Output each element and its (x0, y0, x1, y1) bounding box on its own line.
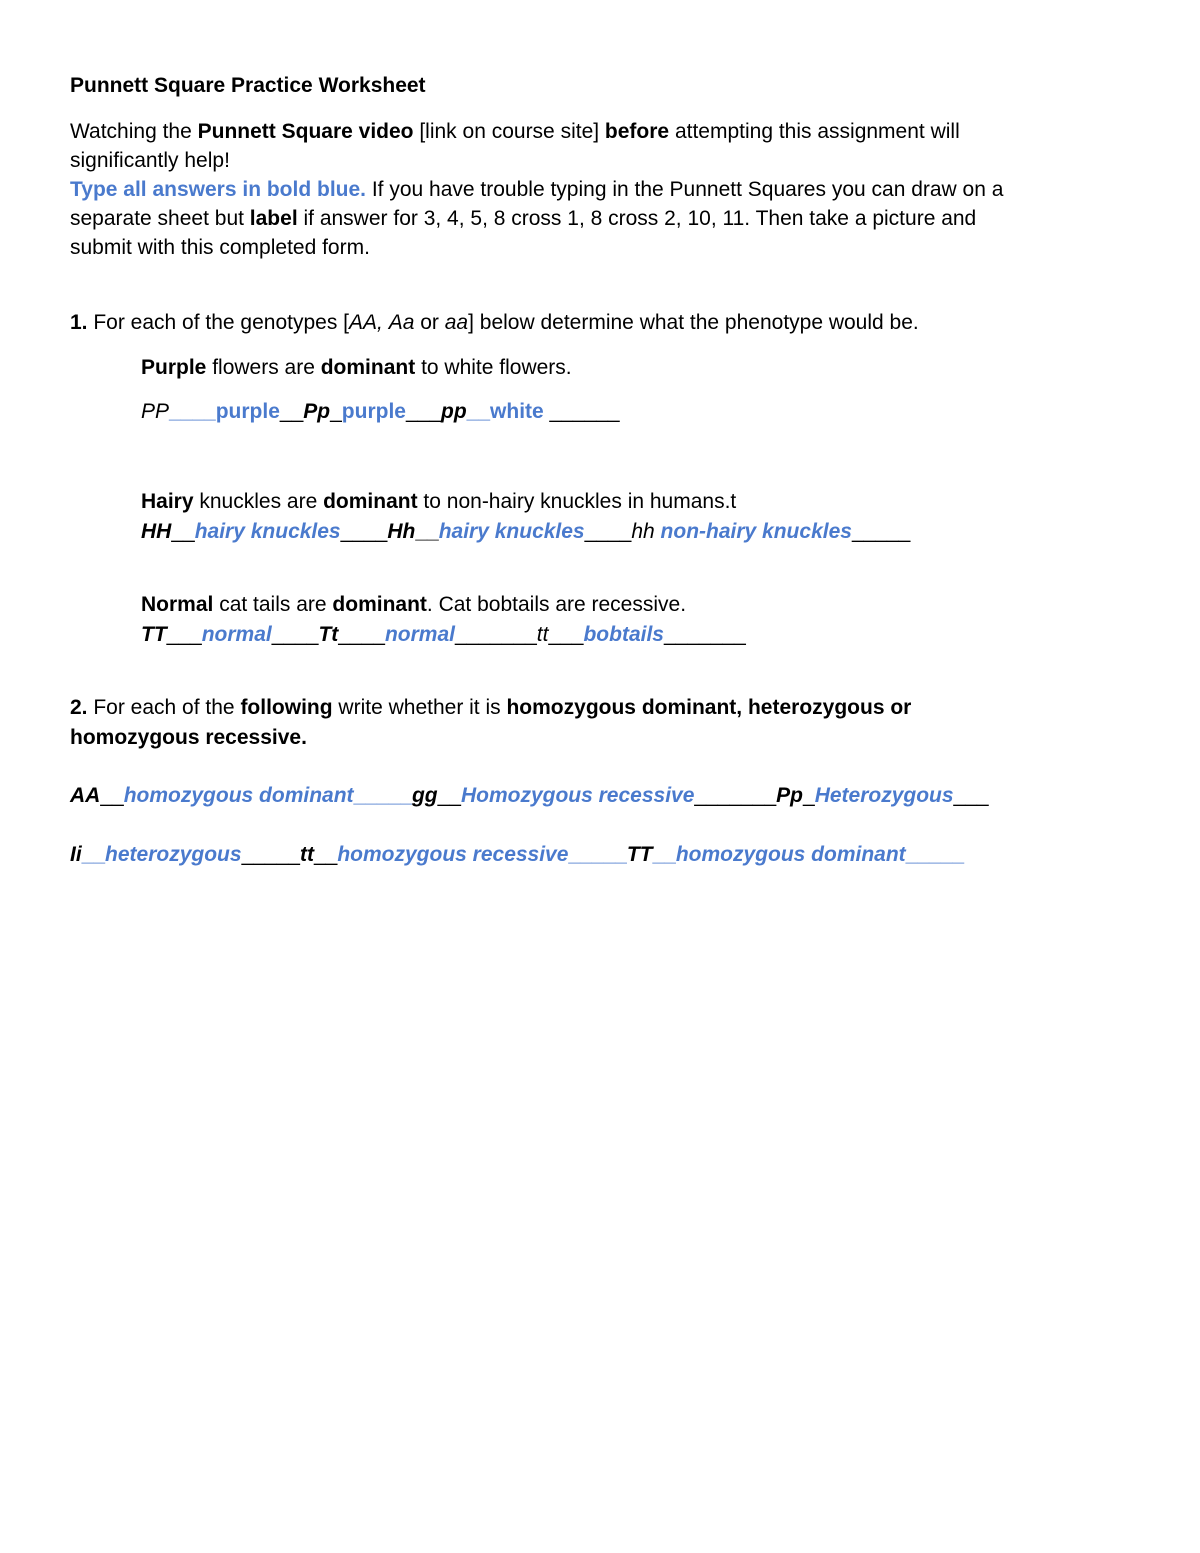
statement-text: cat tails are (213, 593, 333, 616)
intro-label: label (249, 207, 298, 230)
genotype: pp (441, 400, 467, 423)
intro-text: [link on course site] (413, 120, 605, 143)
genotype: AA (70, 784, 101, 807)
intro-line-4 (70, 204, 976, 233)
blank: _____ (851, 520, 911, 543)
blank: ____ (584, 520, 632, 543)
blank: ____ (340, 520, 388, 543)
question-2-line-1 (70, 693, 911, 722)
statement-text: to white flowers. (415, 356, 572, 379)
blank: __ (279, 400, 304, 423)
zygosity-answers-row-1 (70, 781, 989, 810)
blank: __ (81, 843, 106, 866)
hairy-answers (141, 517, 910, 546)
answer: homozygous dominant (675, 843, 906, 866)
trait-name: Purple (141, 356, 207, 379)
blank: ___ (548, 623, 584, 646)
answer: purple (215, 400, 280, 423)
question-text-bold: following (240, 696, 333, 719)
genotype: tt (536, 623, 549, 646)
dominant-word: dominant (323, 490, 418, 513)
intro-line-5: submit with this completed form. (70, 236, 370, 259)
answer: Homozygous recessive (460, 784, 695, 807)
blank: _ (330, 400, 342, 423)
blank: ____ (169, 400, 216, 423)
question-text: For each of the genotypes [ (87, 311, 350, 334)
intro-line-1 (70, 117, 960, 146)
intro-before: before (604, 120, 670, 143)
genotype: HH (141, 520, 172, 543)
blank: __ (313, 843, 338, 866)
question-number: 1. (70, 311, 88, 334)
statement-text: knuckles are (193, 490, 324, 513)
answer: hairy knuckles (438, 520, 585, 543)
intro-text: Watching the (70, 120, 198, 143)
answer: normal (201, 623, 272, 646)
answer: hairy knuckles (194, 520, 341, 543)
blank: _______ (455, 623, 537, 646)
blank: ____ (271, 623, 319, 646)
question-1 (70, 308, 919, 337)
answer: heterozygous (105, 843, 242, 866)
genotype: Aa (388, 311, 415, 334)
blank: _ (803, 784, 815, 807)
intro-text: if answer for 3, 4, 5, 8 cross 1, 8 cross 2, 10, 11. Then take a picture and (297, 207, 977, 230)
question-text: For each of the (87, 696, 241, 719)
blank: __ (466, 400, 491, 423)
genotype: Pp (303, 400, 331, 423)
statement-text: . Cat bobtails are recessive. (426, 593, 687, 616)
blank: _____ (241, 843, 300, 866)
question-2-line-2: homozygous recessive. (70, 726, 307, 749)
answer: white (490, 400, 544, 423)
intro-line-3 (70, 175, 1003, 204)
question-text: or (414, 311, 445, 334)
page-title: Punnett Square Practice Worksheet (70, 74, 426, 97)
purple-answers (141, 397, 620, 426)
genotype: Tt (318, 623, 339, 646)
intro-text: If you have trouble typing in the Punnett Squares you can draw on a (366, 178, 1004, 201)
genotype: Pp (776, 784, 803, 807)
question-text-bold: homozygous dominant, heterozygous or (506, 696, 912, 719)
blank: ___ (953, 784, 989, 807)
genotype: gg (411, 784, 438, 807)
answer: non-hairy knuckles (660, 520, 852, 543)
zygosity-answers-row-2 (70, 840, 964, 869)
question-number: 2. (70, 696, 88, 719)
question-text: ] below determine what the phenotype would be. (468, 311, 919, 334)
blank: ______ (543, 400, 620, 423)
genotype: TT (626, 843, 653, 866)
blank: _____ (568, 843, 627, 866)
intro-line-2: significantly help! (70, 149, 230, 172)
answer: homozygous dominant (123, 784, 354, 807)
trait-name: Normal (141, 593, 214, 616)
genotype: aa (444, 311, 469, 334)
blank: ____ (338, 623, 385, 646)
statement-text: to non-hairy knuckles in humans.t (417, 490, 737, 513)
trait-name: Hairy (141, 490, 194, 513)
answer: homozygous recessive (337, 843, 569, 866)
blank: _______ (664, 623, 746, 646)
answer: bobtails (583, 623, 664, 646)
blank: __ (415, 520, 439, 543)
genotype: TT (141, 623, 167, 646)
statement-text: flowers are (206, 356, 321, 379)
answer: purple (341, 400, 406, 423)
question-text: write whether it is (332, 696, 507, 719)
blank: ___ (405, 400, 442, 423)
intro-text: separate sheet but (70, 207, 250, 230)
dominant-word: dominant (320, 356, 416, 379)
genotype: Hh (387, 520, 416, 543)
blank: __ (652, 843, 676, 866)
genotype: Ii (70, 843, 82, 866)
dominant-word: dominant (332, 593, 427, 616)
intro-text: attempting this assignment will (669, 120, 960, 143)
intro-video-name: Punnett Square video (197, 120, 414, 143)
answer: normal (384, 623, 455, 646)
cat-statement (141, 590, 686, 619)
answer: Heterozygous (814, 784, 954, 807)
genotype: hh (631, 520, 655, 543)
blank: __ (171, 520, 195, 543)
blank: _____ (905, 843, 965, 866)
instruction-bold-blue: Type all answers in bold blue. (70, 178, 367, 201)
genotype: tt (299, 843, 314, 866)
blank: ___ (166, 623, 202, 646)
blank: __ (100, 784, 124, 807)
cat-answers (141, 620, 746, 649)
purple-statement (141, 353, 572, 382)
blank: __ (437, 784, 461, 807)
blank: _______ (694, 784, 777, 807)
blank: _____ (353, 784, 412, 807)
hairy-statement (141, 487, 736, 516)
genotype: AA, (349, 311, 383, 334)
genotype: PP (141, 400, 170, 423)
